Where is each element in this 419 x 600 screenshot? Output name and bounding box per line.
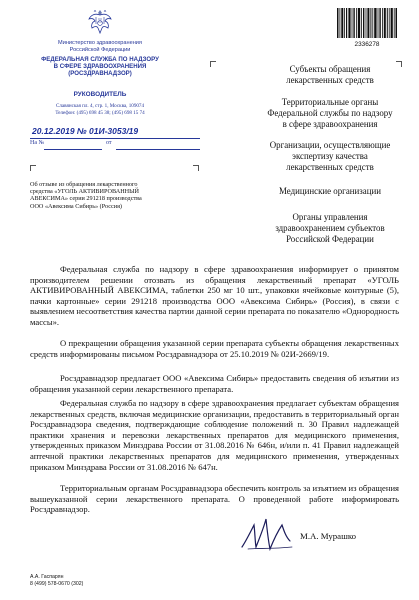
address-line-2: Телефон: (495) 698 45 38; (495) 698 15 74 bbox=[55, 109, 145, 116]
recipient-1 bbox=[250, 64, 410, 86]
subject-line-4: ООО «Авексима Сибирь» (Россия) bbox=[30, 202, 122, 210]
body-paragraph-5 bbox=[30, 483, 399, 515]
registration-date-number: 20.12.2019 № 01И-3053/19 bbox=[32, 126, 139, 136]
recipient-1-line-1: Субъекты обращения bbox=[289, 64, 371, 74]
recipient-1-line-2: лекарственных средств bbox=[286, 75, 374, 85]
body-paragraph-4 bbox=[30, 398, 399, 472]
letter-subject bbox=[30, 181, 190, 210]
recipient-5-line-3: Российской Федерации bbox=[286, 234, 374, 244]
recipient-2-line-1: Территориальные органы bbox=[281, 97, 379, 107]
subject-line-1: Об отзыве из обращения лекарственного bbox=[30, 181, 138, 188]
body-paragraph-3-text: Росздравнадзор предлагает ООО «Авексима Сибирь» предоставить сведения об изъятии из обращения указанной серии лекарственного препарата. bbox=[30, 373, 399, 394]
recipient-4-line-1: Медицинские организации bbox=[279, 186, 381, 196]
service-name bbox=[30, 56, 170, 77]
head-title: РУКОВОДИТЕЛЬ bbox=[73, 91, 127, 98]
address-line-1: Славянская пл. 4, стр. 1, Москва, 109074 bbox=[55, 103, 145, 109]
reference-row bbox=[30, 140, 200, 150]
recipient-4 bbox=[250, 186, 410, 197]
executor-phone: 8 (499) 578-0670 (302) bbox=[30, 580, 84, 587]
barcode-icon bbox=[337, 8, 397, 38]
service-line-1: ФЕДЕРАЛЬНАЯ СЛУЖБА ПО НАДЗОРУ bbox=[41, 56, 159, 63]
body-paragraph-5-text: Территориальным органам Росздравнадзора обеспечить контроль за изъятием из обращения вышеуказанной серии лекарственного препарата. О проведенной работе информировать Росздравнадзор. bbox=[30, 483, 399, 515]
body-paragraph-2-text: О прекращении обращения указанной серии препарата субъекты обращения лекарственных средств информированы письмом Росздравнадзора от 25.10.2019 № 02И-2669/19. bbox=[30, 338, 399, 359]
subject-corner-right bbox=[193, 165, 199, 171]
recipient-5 bbox=[250, 212, 410, 245]
recipient-3-line-2: экспертизу качества bbox=[292, 151, 368, 161]
body-paragraph-3 bbox=[30, 373, 399, 394]
ministry-name bbox=[30, 40, 170, 54]
body-paragraph-4-text: Федеральная служба по надзору в сфере здравоохранения предлагает субъектам обращения лекарственных средств, включая медицинские организации, предоставить в территориальный орган Росздравнадзора сведения, подтверждающие соблюдение положений п. 30 Правил надлежащей практики хранения и перевозки лекарственных препаратов для медицинского применения, утвержденных приказом Минздрава России от 31.08.2016 № 646н, и/или п. 41 Правил надлежащей аптечной практики лекарственных препаратов для медицинского применения, утвержденных приказом Минздрава России от 31.08.2016 № 647н. bbox=[30, 398, 399, 472]
service-line-2: В СФЕРЕ ЗДРАВООХРАНЕНИЯ bbox=[53, 63, 147, 70]
reference-date-line bbox=[116, 149, 200, 150]
executor-block bbox=[30, 574, 83, 587]
handwritten-signature bbox=[238, 511, 296, 553]
recipient-5-line-1: Органы управления bbox=[292, 212, 368, 222]
recipient-5-line-2: здравоохранением субъектов bbox=[275, 223, 385, 233]
subject-line-2: средства «УГОЛЬ АКТИВИРОВАННЫЙ bbox=[30, 188, 140, 196]
address-block bbox=[30, 103, 170, 116]
registration-row bbox=[30, 127, 200, 139]
body-paragraph-1-text: Федеральная служба по надзору в сфере здравоохранения информирует о принятом производителем решении отозвать из обращения лекарственный препарат «УГОЛЬ АКТИВИРОВАННЫЙ АВЕКСИМА, таблетки 250 мг 10 шт., упаковки ячейковые контурные (5), пачки картонные» серии 291218 производства ООО «Авексима Сибирь» (Россия), в связи с выявлением несоответствия качества партии данной серии препарата по показателю «Однородность массы». bbox=[30, 264, 399, 327]
body-paragraph-1 bbox=[30, 264, 399, 328]
recipient-2 bbox=[250, 97, 410, 130]
service-line-3: (РОСЗДРАВНАДЗОР) bbox=[68, 70, 132, 77]
russian-eagle-emblem-icon bbox=[87, 7, 113, 37]
reference-date-label: от bbox=[106, 140, 112, 146]
signatory-name: М.А. Мурашко bbox=[300, 531, 357, 541]
recipient-3-line-3: лекарственных средств bbox=[286, 162, 374, 172]
barcode-number: 2336278 bbox=[354, 41, 380, 48]
executor-name: А.А. Гаспарян bbox=[30, 574, 64, 580]
recipient-3-line-1: Организации, осуществляющие bbox=[269, 140, 391, 150]
reference-number-line bbox=[44, 149, 102, 150]
recipient-2-line-2: Федеральной службы по надзору bbox=[267, 108, 393, 118]
body-paragraph-2 bbox=[30, 338, 399, 359]
ministry-line-1: Министерство здравоохранения bbox=[58, 40, 142, 46]
subject-corner-left bbox=[30, 165, 36, 171]
recipient-2-line-3: в сфере здравоохранения bbox=[282, 119, 378, 129]
ministry-line-2: Российской Федерации bbox=[69, 47, 131, 53]
recipient-corner-left bbox=[210, 61, 216, 67]
subject-line-3: АВЕКСИМА» серии 291218 производства bbox=[30, 195, 142, 203]
reference-number-label: На № bbox=[30, 140, 45, 146]
recipient-3 bbox=[250, 140, 410, 173]
